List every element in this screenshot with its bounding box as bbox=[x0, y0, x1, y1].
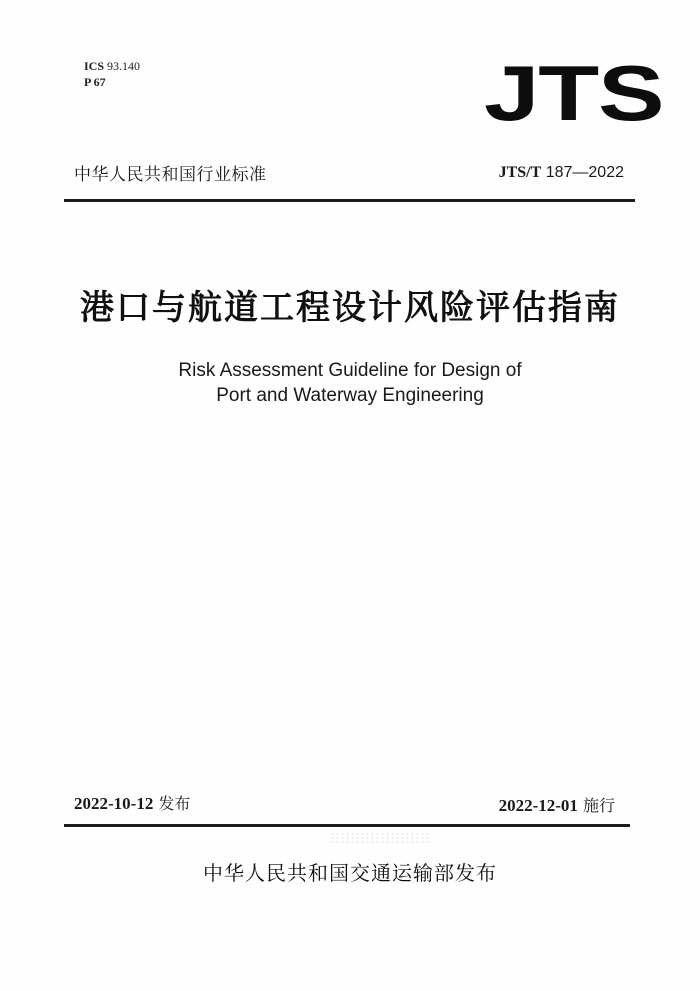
title-chinese: 港口与航道工程设计风险评估指南 bbox=[80, 288, 620, 328]
ccs-code: P 67 bbox=[84, 75, 106, 89]
jts-logo: JTS bbox=[484, 49, 664, 137]
ics-line bbox=[84, 58, 140, 74]
effective-date-block bbox=[499, 793, 615, 816]
bottom-divider bbox=[64, 824, 630, 827]
ics-code: 93.140 bbox=[107, 59, 141, 73]
effective-label: 施行 bbox=[582, 796, 615, 815]
issue-date: 2022-10-12 bbox=[74, 794, 154, 813]
standard-prefix: JTS/T bbox=[498, 164, 542, 181]
classification-codes bbox=[84, 58, 140, 90]
scan-speckle bbox=[330, 832, 430, 844]
industry-standard-label: 中华人民共和国行业标准 bbox=[74, 165, 267, 185]
issue-label: 发布 bbox=[158, 794, 191, 813]
issue-date-block bbox=[74, 791, 190, 814]
ics-label: ICS bbox=[84, 59, 105, 73]
publisher: 中华人民共和国交通运输部发布 bbox=[203, 861, 497, 885]
standard-number: 187—2022 bbox=[545, 164, 624, 181]
title-english-line2: Port and Waterway Engineering bbox=[216, 385, 484, 406]
top-divider bbox=[64, 199, 635, 202]
title-english bbox=[0, 358, 700, 408]
effective-date: 2022-12-01 bbox=[498, 796, 578, 815]
title-english-line1: Risk Assessment Guideline for Design of bbox=[178, 360, 522, 381]
standard-code bbox=[499, 164, 624, 182]
